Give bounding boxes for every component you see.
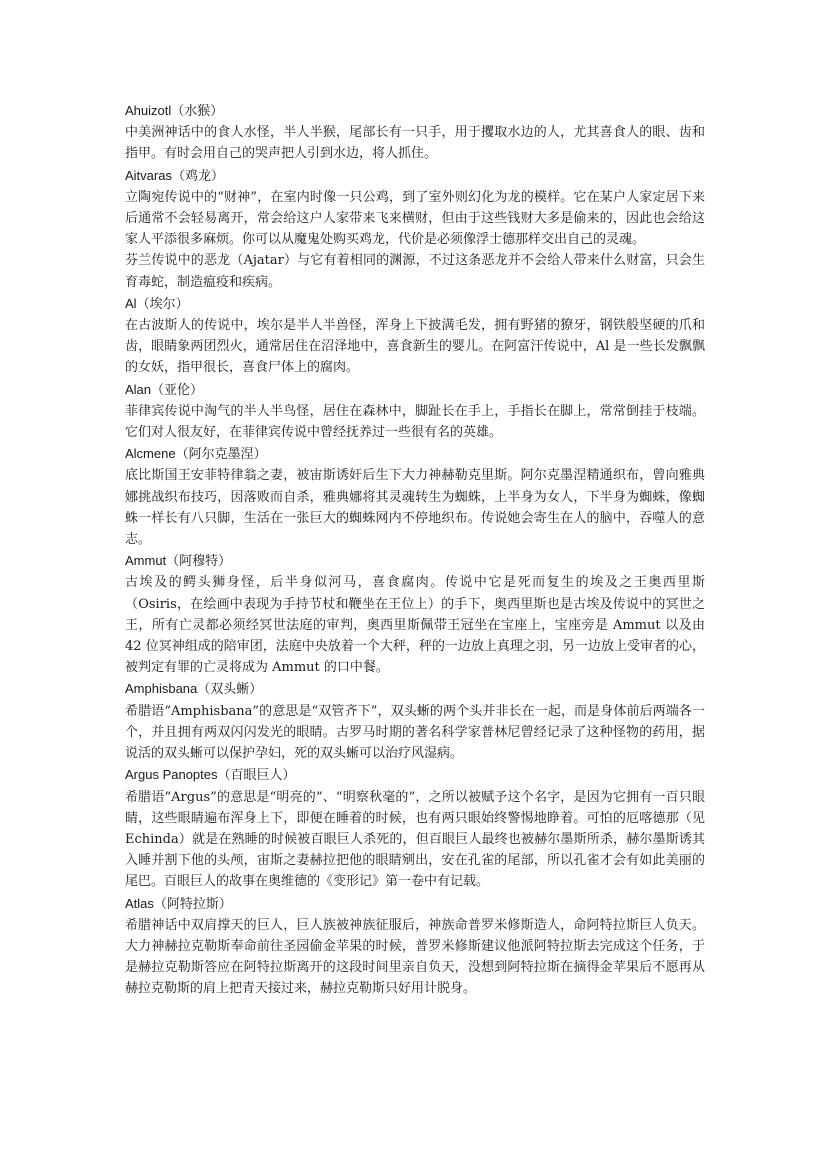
entry-ammut [125, 550, 705, 678]
entry-title [125, 165, 705, 187]
entry-title [125, 443, 705, 465]
entry-alcmene [125, 443, 705, 550]
entry-ahuizotl [125, 100, 705, 165]
entry-name: Argus Panoptes [125, 767, 218, 783]
entry-name: Ammut [125, 553, 167, 569]
entry-title [125, 379, 705, 401]
entry-chinese-name: （阿尔克墨涅） [175, 447, 267, 463]
entry-title [125, 100, 705, 122]
entry-name: Ahuizotl [125, 103, 172, 118]
entry-paragraph: 在古波斯人的传说中，埃尔是半人半兽怪，浑身上下披满毛发，拥有野猪的獠牙，钢铁般坚硬的爪和齿，眼睛象两团烈火，通常居住在沼泽地中，喜食新生的婴儿。在阿富汗传说中，Al 是一些长发飘飘的女妖，指甲很长，喜食尸体上的腐肉。 [125, 318, 705, 376]
entry-chinese-name: （埃尔） [136, 296, 189, 312]
entry-chinese-name: （阿特拉斯） [153, 896, 232, 912]
entry-title [125, 764, 705, 786]
entry-aitvaras [125, 165, 705, 293]
entry-chinese-name: （鸡龙） [171, 168, 224, 184]
entry-chinese-name: （水猴） [171, 104, 224, 119]
entry-name: Atlas [125, 895, 154, 911]
entry-chinese-name: （阿穆特） [166, 554, 232, 570]
entry-al [125, 293, 705, 379]
entry-chinese-name: （百眼巨人） [217, 768, 296, 784]
entry-amphisbana [125, 678, 705, 764]
entry-paragraph: 希腊语“Amphisbana”的意思是“双管齐下”，双头蜥的两个头并非长在一起，而是身体前后两端各一个，并且拥有两双闪闪发光的眼睛。古罗马时期的著名科学家普林尼曾经记录了这种怪物的药用，据说活的双头蜥可以保护孕妇，死的双头蜥可以治疗风湿病。 [125, 703, 705, 762]
document-page [125, 100, 705, 1000]
entry-alan [125, 379, 705, 444]
entry-name: Al [125, 295, 137, 311]
entry-chinese-name: （亚伦） [151, 382, 204, 398]
entry-paragraph: 希腊神话中双肩撑天的巨人，巨人族被神族征服后，神族命普罗米修斯造人，命阿特拉斯巨人负天。大力神赫拉克勒斯奉命前往圣园偷金苹果的时候，普罗米修斯建议他派阿特拉斯去完成这个任务，于是赫拉克勒斯答应在阿特拉斯离开的这段时间里亲自负天，没想到阿特拉斯在摘得金苹果后不愿再从赫拉克勒斯的肩上把青天接过来，赫拉克勒斯只好用计脱身。 [125, 917, 705, 997]
entry-paragraph: 古埃及的鳄头狮身怪，后半身似河马，喜食腐肉。传说中它是死而复生的埃及之王奥西里斯（Osiris，在绘画中表现为手持节杖和鞭坐在王位上）的手下，奥西里斯也是古埃及传说中的冥世之王，所有亡灵都必须经冥世法庭的审判，奥西里斯佩带王冠坐在宝座上，宝座旁是 Ammut 以及由 42 位冥神组成的陪审团，法庭中央放着一个大秤，秤的一边放上真理之羽，另一边放上受审者的心，被判定有罪的亡灵将成为 Ammut 的口中餐。 [125, 575, 705, 676]
entry-paragraph: 中美洲神话中的食人水怪，半人半猴，尾部长有一只手，用于攫取水边的人，尤其喜食人的眼、齿和指甲。有时会用自己的哭声把人引到水边，将人抓住。 [125, 125, 705, 162]
entry-title [125, 678, 705, 700]
entry-title [125, 550, 705, 572]
entry-title [125, 293, 705, 315]
entry-name: Amphisbana [125, 681, 198, 697]
entry-chinese-name: （双头蜥） [197, 682, 263, 698]
entry-paragraph: 底比斯国王安菲特律翁之妻，被宙斯诱奸后生下大力神赫勒克里斯。阿尔克墨涅精通织布，曾向雅典娜挑战织布技巧，因落败而自杀，雅典娜将其灵魂转生为蜘蛛，上半身为女人，下半身为蜘蛛，像蜘蛛一样长有八只脚，生活在一张巨大的蜘蛛网内不停地织布。传说她会寄生在人的脑中，吞噬人的意志。 [125, 468, 705, 548]
entry-argus-panoptes [125, 764, 705, 892]
entry-name: Alcmene [125, 446, 176, 462]
entry-paragraph: 芬兰传说中的恶龙（Ajatar）与它有着相同的渊源，不过这条恶龙并不会给人带来什么财富，只会生育毒蛇，制造瘟疫和疾病。 [125, 253, 705, 290]
entry-title [125, 893, 705, 915]
entry-name: Alan [125, 381, 152, 397]
entry-paragraph: 菲律宾传说中淘气的半人半鸟怪，居住在森林中，脚趾长在手上，手指长在脚上，常常倒挂于枝端。它们对人很友好，在菲律宾传说中曾经抚养过一些很有名的英雄。 [125, 403, 705, 441]
entry-name: Aitvaras [125, 167, 172, 183]
entry-paragraph: 立陶宛传说中的“财神”，在室内时像一只公鸡，到了室外则幻化为龙的模样。它在某户人家定居下来后通常不会轻易离开，常会给这户人家带来飞来横财，但由于这些钱财大多是偷来的，因此也会给这家人平添很多麻烦。你可以从魔鬼处购买鸡龙，代价是必须像浮士德那样交出自己的灵魂。 [125, 189, 705, 248]
entry-atlas [125, 893, 705, 1000]
entry-paragraph: 希腊语“Argus”的意思是“明亮的”、“明察秋毫的”，之所以被赋予这个名字，是因为它拥有一百只眼睛，这些眼睛遍布浑身上下，即便在睡着的时候，也有两只眼始终警惕地睁着。可怕的厄喀德那（见 Echinda）就是在熟睡的时候被百眼巨人杀死的，但百眼巨人最终也被赫尔墨斯所杀，赫尔墨斯诱其入睡并割下他的头颅，宙斯之妻赫拉把他的眼睛剜出，安在孔雀的尾部，所以孔雀才会有如此美丽的尾巴。百眼巨人的故事在奥维德的《变形记》第一卷中有记载。 [125, 789, 705, 890]
